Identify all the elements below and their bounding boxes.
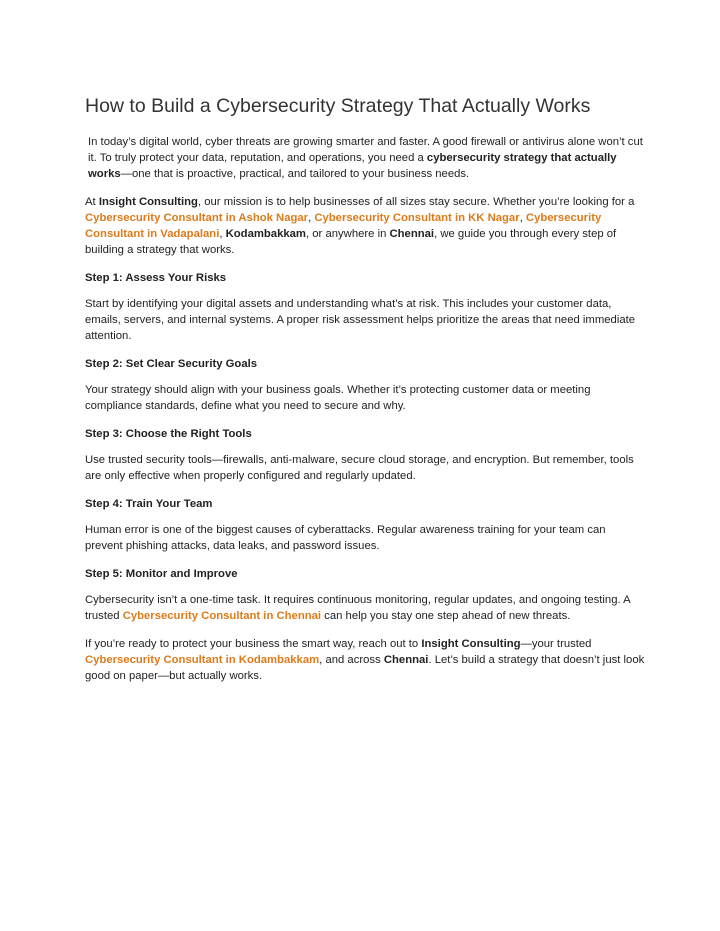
mission-text: , [519, 212, 526, 225]
mission-paragraph [85, 194, 645, 258]
step-4-heading: Step 4: Train Your Team [85, 498, 213, 511]
step-5-heading: Step 5: Monitor and Improve [85, 568, 238, 581]
step-5-text: can help you stay one step ahead of new threats. [321, 610, 571, 623]
mission-text: , or anywhere in [305, 228, 390, 241]
link-kk-nagar[interactable]: Cybersecurity Consultant in KK Nagar [314, 212, 520, 225]
step-5-body [85, 592, 645, 624]
document-page [85, 95, 645, 696]
intro-text: In today’s digital world, cyber threats are growing smarter and faster. A good firewall or antivirus alone won’t cut it. To truly protect your data, reputation, and operations, you need a [88, 136, 643, 165]
mission-text: , [308, 212, 315, 225]
closing-text: , and across [319, 654, 384, 667]
location-chennai: Chennai [389, 228, 435, 241]
company-name: Insight Consulting [98, 196, 198, 209]
mission-text: , our mission is to help businesses of all sizes stay secure. Whether you’re looking for a [197, 196, 635, 209]
closing-text: If you’re ready to protect your business the smart way, reach out to [85, 638, 422, 651]
step-3-heading: Step 3: Choose the Right Tools [85, 428, 252, 441]
step-1-body: Start by identifying your digital assets and understanding what’s at risk. This includes your customer data, emails, servers, and internal systems. A proper risk assessment helps prioritize the areas that need immediate attention. [85, 298, 636, 343]
step-4-body: Human error is one of the biggest causes of cyberattacks. Regular awareness training for your team can prevent phishing attacks, data leaks, and password issues. [85, 524, 606, 553]
mission-text: At [85, 196, 99, 209]
page-title: How to Build a Cybersecurity Strategy That Actually Works [85, 95, 591, 117]
company-name: Insight Consulting [421, 638, 521, 651]
step-2-heading: Step 2: Set Clear Security Goals [85, 358, 258, 371]
closing-text: . Let’s build a strategy that doesn’t just look good on paper—but actually works. [85, 654, 645, 683]
intro-emphasis: cybersecurity strategy that actually works [88, 152, 617, 181]
mission-text: , we guide you through every step of building a strategy that works. [85, 228, 617, 257]
link-vadapalani[interactable]: Cybersecurity Consultant in Vadapalani [85, 212, 602, 241]
step-5-text: Cybersecurity isn’t a one-time task. It requires continuous monitoring, regular updates, and ongoing testing. A trusted [85, 594, 631, 623]
mission-text: , [219, 228, 226, 241]
step-2-body: Your strategy should align with your business goals. Whether it’s protecting customer data or meeting compliance standards, define what you need to secure and why. [85, 384, 591, 413]
intro-paragraph [85, 134, 645, 182]
closing-paragraph [85, 636, 645, 684]
location-kodambakkam: Kodambakkam [225, 228, 306, 241]
intro-text: —one that is proactive, practical, and tailored to your business needs. [120, 168, 470, 181]
location-chennai: Chennai [383, 654, 429, 667]
link-kodambakkam[interactable]: Cybersecurity Consultant in Kodambakkam [85, 654, 320, 667]
link-ashok-nagar[interactable]: Cybersecurity Consultant in Ashok Nagar [85, 212, 309, 225]
step-1-heading: Step 1: Assess Your Risks [85, 272, 227, 285]
step-3-body: Use trusted security tools—firewalls, anti-malware, secure cloud storage, and encryption. But remember, tools are only effective when properly configured and regularly updated. [85, 454, 634, 483]
link-chennai[interactable]: Cybersecurity Consultant in Chennai [122, 610, 322, 623]
closing-text: —your trusted [520, 638, 592, 651]
